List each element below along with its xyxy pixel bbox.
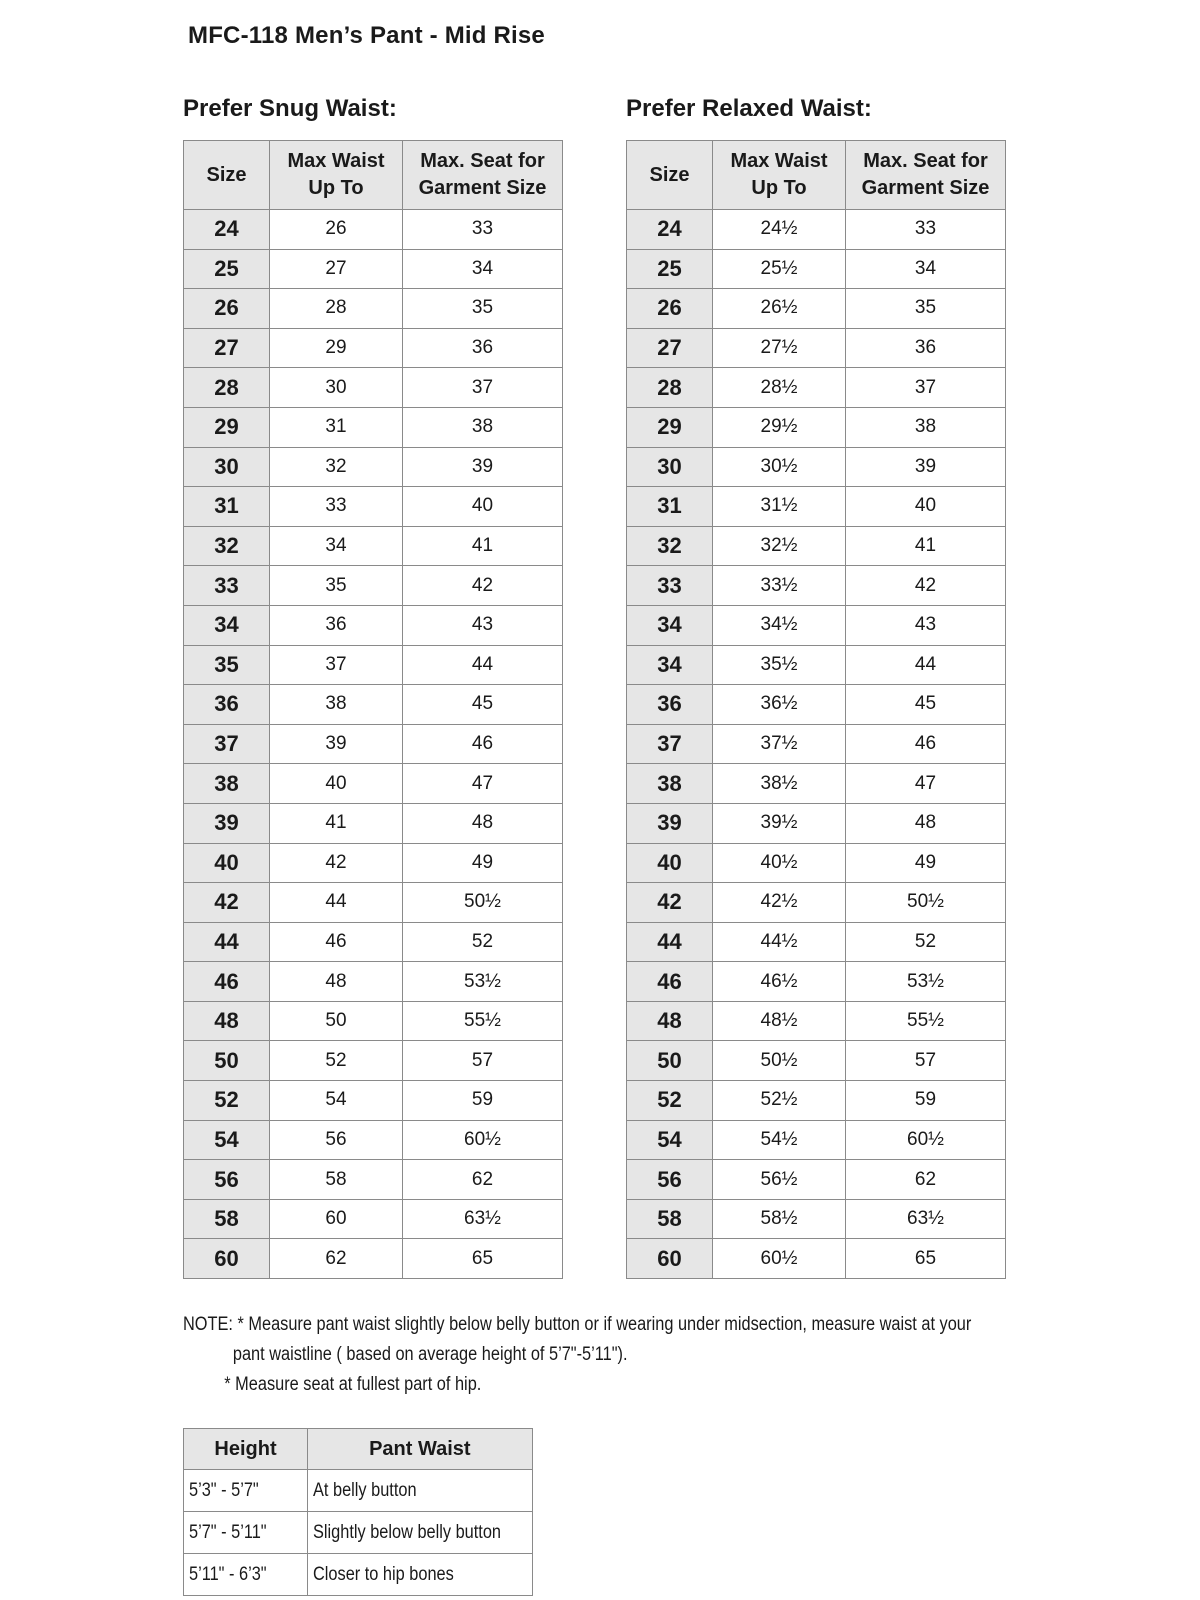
max-seat-cell: 46 (403, 724, 563, 764)
size-cell: 48 (184, 1001, 270, 1041)
max-seat-cell: 40 (846, 487, 1006, 527)
note-line-2: pant waistline ( based on average height of 5’7"-5’11"). (232, 1344, 628, 1365)
max-waist-cell: 26½ (713, 289, 846, 329)
table-row (627, 724, 1006, 764)
table-header-row (184, 1429, 533, 1470)
table-row (184, 764, 563, 804)
table-row (184, 1041, 563, 1081)
table-row (184, 1001, 563, 1041)
size-cell: 28 (627, 368, 713, 408)
max-seat-cell: 53½ (403, 962, 563, 1002)
max-waist-cell: 31 (270, 407, 403, 447)
table-row (627, 645, 1006, 685)
table-row (184, 605, 563, 645)
max-waist-cell: 24½ (713, 210, 846, 250)
size-cell: 58 (184, 1199, 270, 1239)
table-row (184, 289, 563, 329)
table-row (627, 962, 1006, 1002)
max-seat-cell: 52 (846, 922, 1006, 962)
pant-waist-cell: Closer to hip bones (308, 1554, 533, 1596)
size-cell: 37 (627, 724, 713, 764)
max-waist-cell: 32½ (713, 526, 846, 566)
size-cell: 24 (184, 210, 270, 250)
size-cell: 25 (184, 249, 270, 289)
table-row (184, 883, 563, 923)
table-row (184, 803, 563, 843)
size-cell: 27 (627, 328, 713, 368)
max-waist-cell: 39½ (713, 803, 846, 843)
table-row (184, 724, 563, 764)
max-seat-cell: 47 (846, 764, 1006, 804)
height-column-header: Height (184, 1429, 308, 1470)
table-row (627, 883, 1006, 923)
table-row (627, 1160, 1006, 1200)
size-cell: 31 (627, 487, 713, 527)
size-cell: 26 (184, 289, 270, 329)
size-cell: 33 (627, 566, 713, 606)
max-waist-cell: 41 (270, 803, 403, 843)
size-cell: 33 (184, 566, 270, 606)
size-cell: 42 (184, 883, 270, 923)
max-seat-cell: 36 (403, 328, 563, 368)
max-seat-cell: 63½ (403, 1199, 563, 1239)
max-waist-cell: 38 (270, 685, 403, 725)
size-cell: 46 (627, 962, 713, 1002)
max-seat-cell: 55½ (403, 1001, 563, 1041)
max-seat-cell: 49 (403, 843, 563, 883)
max-seat-cell: 34 (846, 249, 1006, 289)
table-row (184, 1160, 563, 1200)
table-row (627, 922, 1006, 962)
pant-waist-column-header: Pant Waist (308, 1429, 533, 1470)
max-seat-cell: 42 (846, 566, 1006, 606)
max-waist-column-header: Max Waist Up To (713, 141, 846, 210)
max-waist-cell: 33 (270, 487, 403, 527)
size-cell: 40 (184, 843, 270, 883)
size-cell: 39 (627, 803, 713, 843)
max-seat-cell: 41 (846, 526, 1006, 566)
table-row (184, 1081, 563, 1121)
max-seat-cell: 59 (846, 1081, 1006, 1121)
max-seat-cell: 39 (846, 447, 1006, 487)
max-waist-cell: 40 (270, 764, 403, 804)
size-cell: 54 (184, 1120, 270, 1160)
table-row (627, 1041, 1006, 1081)
max-seat-cell: 43 (846, 605, 1006, 645)
size-cell: 52 (627, 1081, 713, 1121)
max-seat-column-header: Max. Seat for Garment Size (846, 141, 1006, 210)
max-seat-cell: 62 (403, 1160, 563, 1200)
size-cell: 34 (627, 645, 713, 685)
table-row (627, 566, 1006, 606)
max-waist-cell: 44½ (713, 922, 846, 962)
max-seat-cell: 55½ (846, 1001, 1006, 1041)
table-header-row (627, 141, 1006, 210)
max-seat-cell: 50½ (403, 883, 563, 923)
max-waist-cell: 37 (270, 645, 403, 685)
height-cell: 5’7" - 5’11" (184, 1512, 308, 1554)
table-row (184, 526, 563, 566)
max-seat-cell: 39 (403, 447, 563, 487)
max-waist-cell: 42 (270, 843, 403, 883)
max-seat-cell: 60½ (403, 1120, 563, 1160)
size-cell: 28 (184, 368, 270, 408)
size-cell: 34 (627, 605, 713, 645)
max-waist-cell: 52 (270, 1041, 403, 1081)
table-row (627, 1239, 1006, 1279)
max-seat-cell: 34 (403, 249, 563, 289)
max-waist-cell: 58½ (713, 1199, 846, 1239)
page-title: MFC-118 Men’s Pant - Mid Rise (188, 22, 545, 49)
max-waist-cell: 29½ (713, 407, 846, 447)
max-waist-cell: 56 (270, 1120, 403, 1160)
max-waist-cell: 39 (270, 724, 403, 764)
max-waist-cell: 60 (270, 1199, 403, 1239)
table-row (627, 843, 1006, 883)
max-seat-column-header: Max. Seat for Garment Size (403, 141, 563, 210)
max-seat-cell: 36 (846, 328, 1006, 368)
table-row (627, 803, 1006, 843)
max-seat-cell: 43 (403, 605, 563, 645)
size-cell: 42 (627, 883, 713, 923)
max-seat-cell: 45 (403, 685, 563, 725)
max-waist-cell: 25½ (713, 249, 846, 289)
table-row (627, 605, 1006, 645)
table-row (627, 249, 1006, 289)
size-cell: 24 (627, 210, 713, 250)
table-row (184, 962, 563, 1002)
table-row (184, 566, 563, 606)
max-seat-cell: 57 (403, 1041, 563, 1081)
size-cell: 56 (184, 1160, 270, 1200)
table-row (627, 487, 1006, 527)
max-waist-cell: 44 (270, 883, 403, 923)
snug-size-table (183, 140, 563, 1279)
max-waist-cell: 40½ (713, 843, 846, 883)
size-cell: 52 (184, 1081, 270, 1121)
size-cell: 39 (184, 803, 270, 843)
max-waist-cell: 27 (270, 249, 403, 289)
max-seat-cell: 48 (846, 803, 1006, 843)
table-row (627, 764, 1006, 804)
max-waist-cell: 50 (270, 1001, 403, 1041)
max-seat-cell: 50½ (846, 883, 1006, 923)
max-seat-cell: 65 (846, 1239, 1006, 1279)
pant-waist-cell: At belly button (308, 1470, 533, 1512)
size-cell: 34 (184, 605, 270, 645)
max-waist-column-header: Max Waist Up To (270, 141, 403, 210)
size-cell: 36 (627, 685, 713, 725)
size-cell: 30 (184, 447, 270, 487)
max-waist-cell: 60½ (713, 1239, 846, 1279)
table-row (627, 328, 1006, 368)
max-seat-cell: 35 (403, 289, 563, 329)
table-header-row (184, 141, 563, 210)
size-cell: 46 (184, 962, 270, 1002)
max-seat-cell: 37 (846, 368, 1006, 408)
max-waist-cell: 37½ (713, 724, 846, 764)
max-seat-cell: 37 (403, 368, 563, 408)
max-waist-cell: 50½ (713, 1041, 846, 1081)
size-cell: 29 (184, 407, 270, 447)
table-row (184, 1470, 533, 1512)
size-cell: 44 (184, 922, 270, 962)
size-cell: 35 (184, 645, 270, 685)
table-row (184, 1239, 563, 1279)
size-cell: 32 (627, 526, 713, 566)
height-cell: 5’11" - 6’3" (184, 1554, 308, 1596)
max-waist-cell: 34½ (713, 605, 846, 645)
height-cell: 5’3" - 5’7" (184, 1470, 308, 1512)
size-cell: 27 (184, 328, 270, 368)
size-column-header: Size (627, 141, 713, 210)
note-line-1: NOTE: * Measure pant waist slightly below belly button or if wearing under midsection, measure waist at your (183, 1314, 972, 1335)
max-seat-cell: 46 (846, 724, 1006, 764)
table-row (184, 328, 563, 368)
max-waist-cell: 38½ (713, 764, 846, 804)
size-cell: 44 (627, 922, 713, 962)
table-row (627, 407, 1006, 447)
max-seat-cell: 35 (846, 289, 1006, 329)
max-seat-cell: 63½ (846, 1199, 1006, 1239)
max-waist-cell: 46 (270, 922, 403, 962)
max-waist-cell: 35½ (713, 645, 846, 685)
size-cell: 54 (627, 1120, 713, 1160)
max-seat-cell: 59 (403, 1081, 563, 1121)
height-guide-table (183, 1428, 533, 1596)
max-waist-cell: 58 (270, 1160, 403, 1200)
max-waist-cell: 28 (270, 289, 403, 329)
table-row (184, 1554, 533, 1596)
max-waist-cell: 30½ (713, 447, 846, 487)
max-waist-cell: 54½ (713, 1120, 846, 1160)
max-waist-cell: 30 (270, 368, 403, 408)
max-waist-cell: 46½ (713, 962, 846, 1002)
max-seat-cell: 57 (846, 1041, 1006, 1081)
size-cell: 38 (627, 764, 713, 804)
max-waist-cell: 34 (270, 526, 403, 566)
size-cell: 36 (184, 685, 270, 725)
table-row (184, 249, 563, 289)
size-cell: 30 (627, 447, 713, 487)
table-row (184, 843, 563, 883)
table-row (184, 685, 563, 725)
max-waist-cell: 62 (270, 1239, 403, 1279)
table-row (184, 368, 563, 408)
table-row (627, 447, 1006, 487)
size-cell: 60 (184, 1239, 270, 1279)
max-waist-cell: 27½ (713, 328, 846, 368)
table-row (627, 1081, 1006, 1121)
max-waist-cell: 35 (270, 566, 403, 606)
table-row (184, 645, 563, 685)
max-waist-cell: 31½ (713, 487, 846, 527)
max-waist-cell: 56½ (713, 1160, 846, 1200)
size-cell: 50 (184, 1041, 270, 1081)
max-seat-cell: 41 (403, 526, 563, 566)
table-row (184, 407, 563, 447)
max-seat-cell: 48 (403, 803, 563, 843)
size-cell: 29 (627, 407, 713, 447)
note-line-3: * Measure seat at fullest part of hip. (224, 1374, 482, 1395)
max-seat-cell: 33 (403, 210, 563, 250)
table-row (627, 289, 1006, 329)
max-seat-cell: 38 (846, 407, 1006, 447)
size-cell: 40 (627, 843, 713, 883)
max-seat-cell: 47 (403, 764, 563, 804)
size-cell: 32 (184, 526, 270, 566)
max-seat-cell: 42 (403, 566, 563, 606)
max-waist-cell: 54 (270, 1081, 403, 1121)
table-row (627, 685, 1006, 725)
max-seat-cell: 40 (403, 487, 563, 527)
size-cell: 60 (627, 1239, 713, 1279)
measurement-note (183, 1310, 1009, 1400)
size-column-header: Size (184, 141, 270, 210)
max-waist-cell: 29 (270, 328, 403, 368)
size-cell: 37 (184, 724, 270, 764)
max-waist-cell: 48½ (713, 1001, 846, 1041)
max-waist-cell: 42½ (713, 883, 846, 923)
max-waist-cell: 48 (270, 962, 403, 1002)
table-row (627, 1001, 1006, 1041)
table-row (627, 526, 1006, 566)
max-seat-cell: 65 (403, 1239, 563, 1279)
max-waist-cell: 36½ (713, 685, 846, 725)
max-seat-cell: 44 (403, 645, 563, 685)
max-seat-cell: 38 (403, 407, 563, 447)
max-seat-cell: 62 (846, 1160, 1006, 1200)
size-cell: 58 (627, 1199, 713, 1239)
size-cell: 56 (627, 1160, 713, 1200)
max-seat-cell: 44 (846, 645, 1006, 685)
max-waist-cell: 33½ (713, 566, 846, 606)
table-row (627, 1199, 1006, 1239)
max-seat-cell: 53½ (846, 962, 1006, 1002)
table-row (627, 210, 1006, 250)
snug-waist-heading: Prefer Snug Waist: (183, 95, 397, 122)
size-cell: 38 (184, 764, 270, 804)
size-cell: 25 (627, 249, 713, 289)
max-seat-cell: 52 (403, 922, 563, 962)
table-row (184, 210, 563, 250)
max-waist-cell: 52½ (713, 1081, 846, 1121)
size-cell: 26 (627, 289, 713, 329)
pant-waist-cell: Slightly below belly button (308, 1512, 533, 1554)
table-row (627, 368, 1006, 408)
size-cell: 48 (627, 1001, 713, 1041)
table-row (184, 1199, 563, 1239)
table-row (184, 1512, 533, 1554)
max-waist-cell: 36 (270, 605, 403, 645)
table-row (184, 447, 563, 487)
max-waist-cell: 26 (270, 210, 403, 250)
table-row (184, 1120, 563, 1160)
max-waist-cell: 32 (270, 447, 403, 487)
relaxed-waist-heading: Prefer Relaxed Waist: (626, 95, 872, 122)
table-row (184, 487, 563, 527)
max-seat-cell: 45 (846, 685, 1006, 725)
max-seat-cell: 49 (846, 843, 1006, 883)
max-seat-cell: 33 (846, 210, 1006, 250)
table-row (184, 922, 563, 962)
max-seat-cell: 60½ (846, 1120, 1006, 1160)
max-waist-cell: 28½ (713, 368, 846, 408)
relaxed-size-table (626, 140, 1006, 1279)
table-row (627, 1120, 1006, 1160)
size-cell: 31 (184, 487, 270, 527)
size-cell: 50 (627, 1041, 713, 1081)
